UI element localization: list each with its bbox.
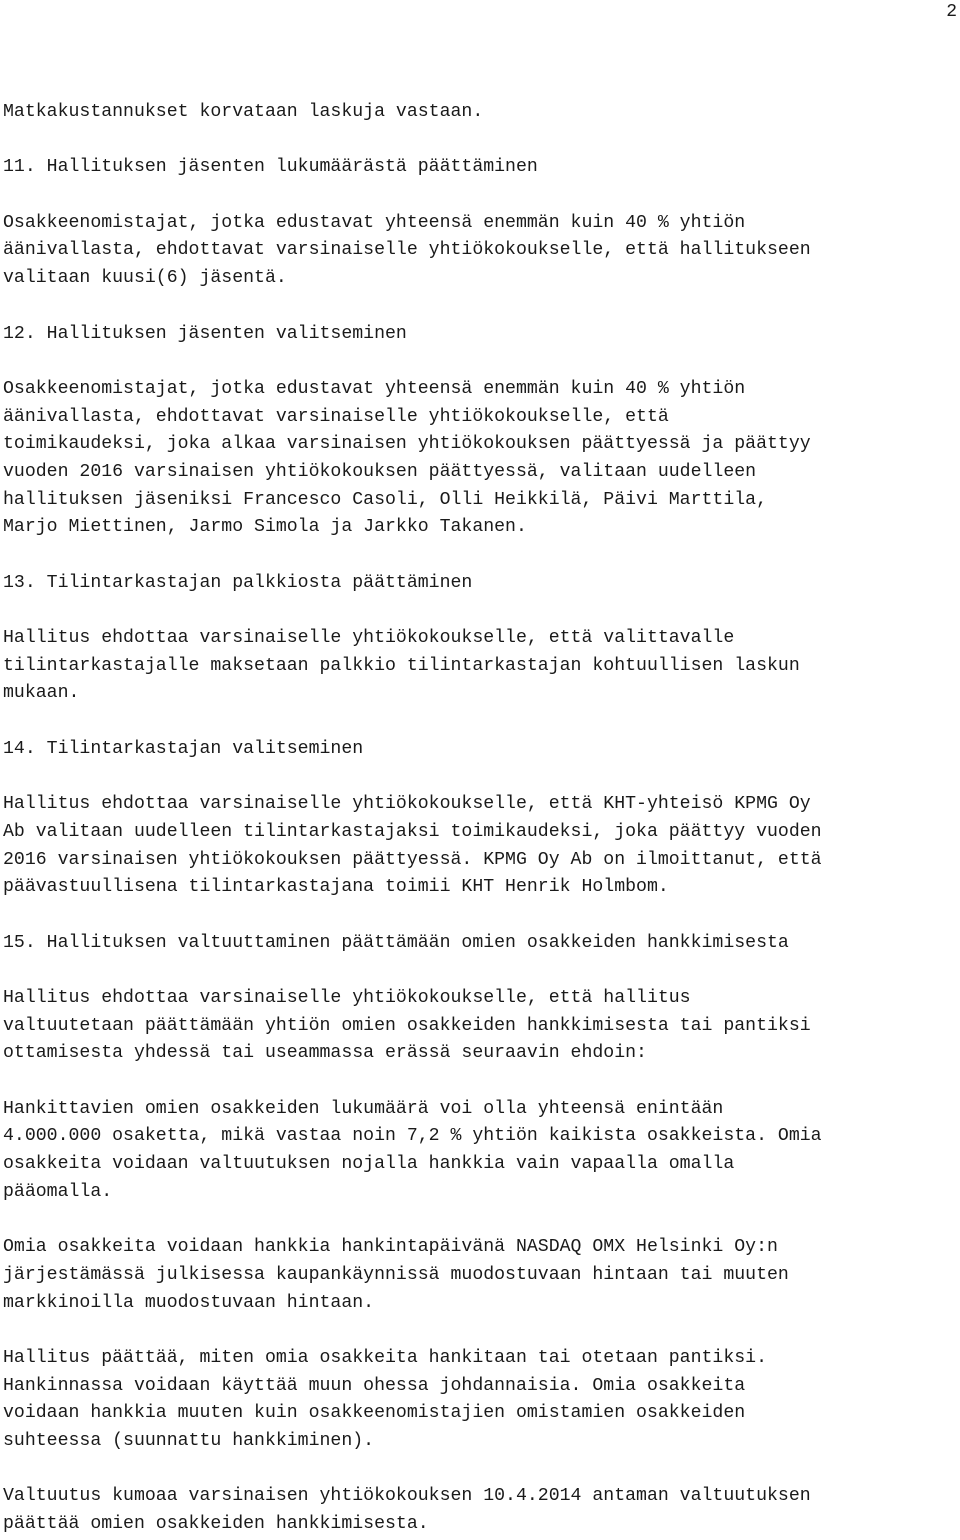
text-line: 4.000.000 osaketta, mikä vastaa noin 7,2 % yhtiön kaikista osakkeista. Omia xyxy=(3,1126,822,1147)
text-line: vuoden 2016 varsinaisen yhtiökokouksen päättyessä, valitaan uudelleen xyxy=(3,461,757,482)
section-heading xyxy=(3,930,959,958)
text-line: Omia osakkeita voidaan hankkia hankintapäivänä NASDAQ OMX Helsinki Oy:n xyxy=(3,1237,778,1258)
paragraph-spacer xyxy=(3,293,959,321)
section-heading xyxy=(3,736,959,764)
paragraph xyxy=(3,1234,959,1317)
text-line: järjestämässä julkisessa kaupankäynnissä muodostuvaan hintaan tai muuten xyxy=(3,1264,789,1285)
text-line: pääomalla. xyxy=(3,1181,113,1202)
text-line: valitaan kuusi(6) jäsentä. xyxy=(3,268,287,289)
text-line: 11. Hallituksen jäsenten lukumäärästä päättäminen xyxy=(3,157,538,178)
text-line: Hankinnassa voidaan käyttää muun ohessa johdannaisia. Omia osakkeita xyxy=(3,1375,746,1396)
paragraph xyxy=(3,99,959,127)
text-line: Marjo Miettinen, Jarmo Simola ja Jarkko Takanen. xyxy=(3,517,527,538)
text-line: Hankittavien omien osakkeiden lukumäärä voi olla yhteensä enintään xyxy=(3,1098,724,1119)
text-line: mukaan. xyxy=(3,683,80,704)
paragraph-spacer xyxy=(3,1207,959,1235)
section-heading xyxy=(3,154,959,182)
paragraph xyxy=(3,625,959,708)
text-line: hallituksen jäseniksi Francesco Casoli, Olli Heikkilä, Päivi Marttila, xyxy=(3,489,767,510)
text-line: toimikaudeksi, joka alkaa varsinaisen yhtiökokouksen päättyessä ja päättyy xyxy=(3,434,811,455)
paragraph xyxy=(3,376,959,542)
paragraph-spacer xyxy=(3,127,959,155)
paragraph-spacer xyxy=(3,1317,959,1345)
text-line: Hallitus ehdottaa varsinaiselle yhtiökokoukselle, että KHT-yhteisö KPMG Oy xyxy=(3,794,811,815)
paragraph-spacer xyxy=(3,1068,959,1096)
text-line: Hallitus päättää, miten omia osakkeita hankitaan tai otetaan pantiksi. xyxy=(3,1347,767,1368)
text-line: ottamisesta yhdessä tai useammassa erässä seuraavin ehdoin: xyxy=(3,1043,647,1064)
paragraph-spacer xyxy=(3,348,959,376)
text-line: voidaan hankkia muuten kuin osakkeenomistajien omistamien osakkeiden xyxy=(3,1403,746,1424)
section-heading xyxy=(3,321,959,349)
paragraph-spacer xyxy=(3,764,959,792)
text-line: 2016 varsinaisen yhtiökokouksen päättyessä. KPMG Oy Ab on ilmoittanut, että xyxy=(3,849,822,870)
text-line: Hallitus ehdottaa varsinaiselle yhtiökokoukselle, että hallitus xyxy=(3,988,691,1008)
paragraph xyxy=(3,985,959,1068)
text-line: osakkeita voidaan valtuutuksen nojalla hankkia vain vapaalla omalla xyxy=(3,1154,735,1175)
text-line: 14. Tilintarkastajan valitseminen xyxy=(3,738,364,759)
text-line: päättää omien osakkeiden hankkimisesta. xyxy=(3,1514,429,1535)
paragraph-spacer xyxy=(3,708,959,736)
text-line: valtuutetaan päättämään yhtiön omien osakkeiden hankkimisesta tai pantiksi xyxy=(3,1015,811,1036)
text-line: päävastuullisena tilintarkastajana toimii KHT Henrik Holmbom. xyxy=(3,877,669,898)
text-line: suhteessa (suunnattu hankkiminen). xyxy=(3,1431,375,1451)
paragraph-spacer xyxy=(3,597,959,625)
paragraph-spacer xyxy=(3,902,959,930)
paragraph-spacer xyxy=(3,182,959,210)
text-line: äänivallasta, ehdottavat varsinaiselle yhtiökokoukselle, että hallitukseen xyxy=(3,240,811,261)
paragraph xyxy=(3,1345,959,1456)
text-line: markkinoilla muodostuvaan hintaan. xyxy=(3,1292,375,1313)
text-line: Osakkeenomistajat, jotka edustavat yhteensä enemmän kuin 40 % yhtiön xyxy=(3,378,746,399)
text-line: 13. Tilintarkastajan palkkiosta päättäminen xyxy=(3,572,473,593)
text-line: äänivallasta, ehdottavat varsinaiselle yhtiökokoukselle, että xyxy=(3,406,669,427)
paragraph-spacer xyxy=(3,542,959,570)
text-line: 12. Hallituksen jäsenten valitseminen xyxy=(3,323,407,344)
paragraph-spacer xyxy=(3,957,959,985)
text-line: Hallitus ehdottaa varsinaiselle yhtiökokoukselle, että valittavalle xyxy=(3,628,735,649)
paragraph xyxy=(3,210,959,293)
text-line: Valtuutus kumoaa varsinaisen yhtiökokouksen 10.4.2014 antaman valtuutuksen xyxy=(3,1486,811,1507)
paragraph xyxy=(3,1096,959,1207)
text-line: 15. Hallituksen valtuuttaminen päättämään omien osakkeiden hankkimisesta xyxy=(3,932,789,953)
page-number: 2 xyxy=(946,2,957,22)
text-line: Matkakustannukset korvataan laskuja vastaan. xyxy=(3,102,484,122)
text-line: Osakkeenomistajat, jotka edustavat yhteensä enemmän kuin 40 % yhtiön xyxy=(3,212,746,233)
document-body xyxy=(3,99,959,1539)
text-line: Ab valitaan uudelleen tilintarkastajaksi toimikaudeksi, joka päättyy vuoden xyxy=(3,821,822,842)
paragraph xyxy=(3,1483,959,1538)
paragraph xyxy=(3,791,959,902)
text-line: tilintarkastajalle maksetaan palkkio tilintarkastajan kohtuullisen laskun xyxy=(3,655,800,676)
section-heading xyxy=(3,570,959,598)
paragraph-spacer xyxy=(3,1456,959,1484)
